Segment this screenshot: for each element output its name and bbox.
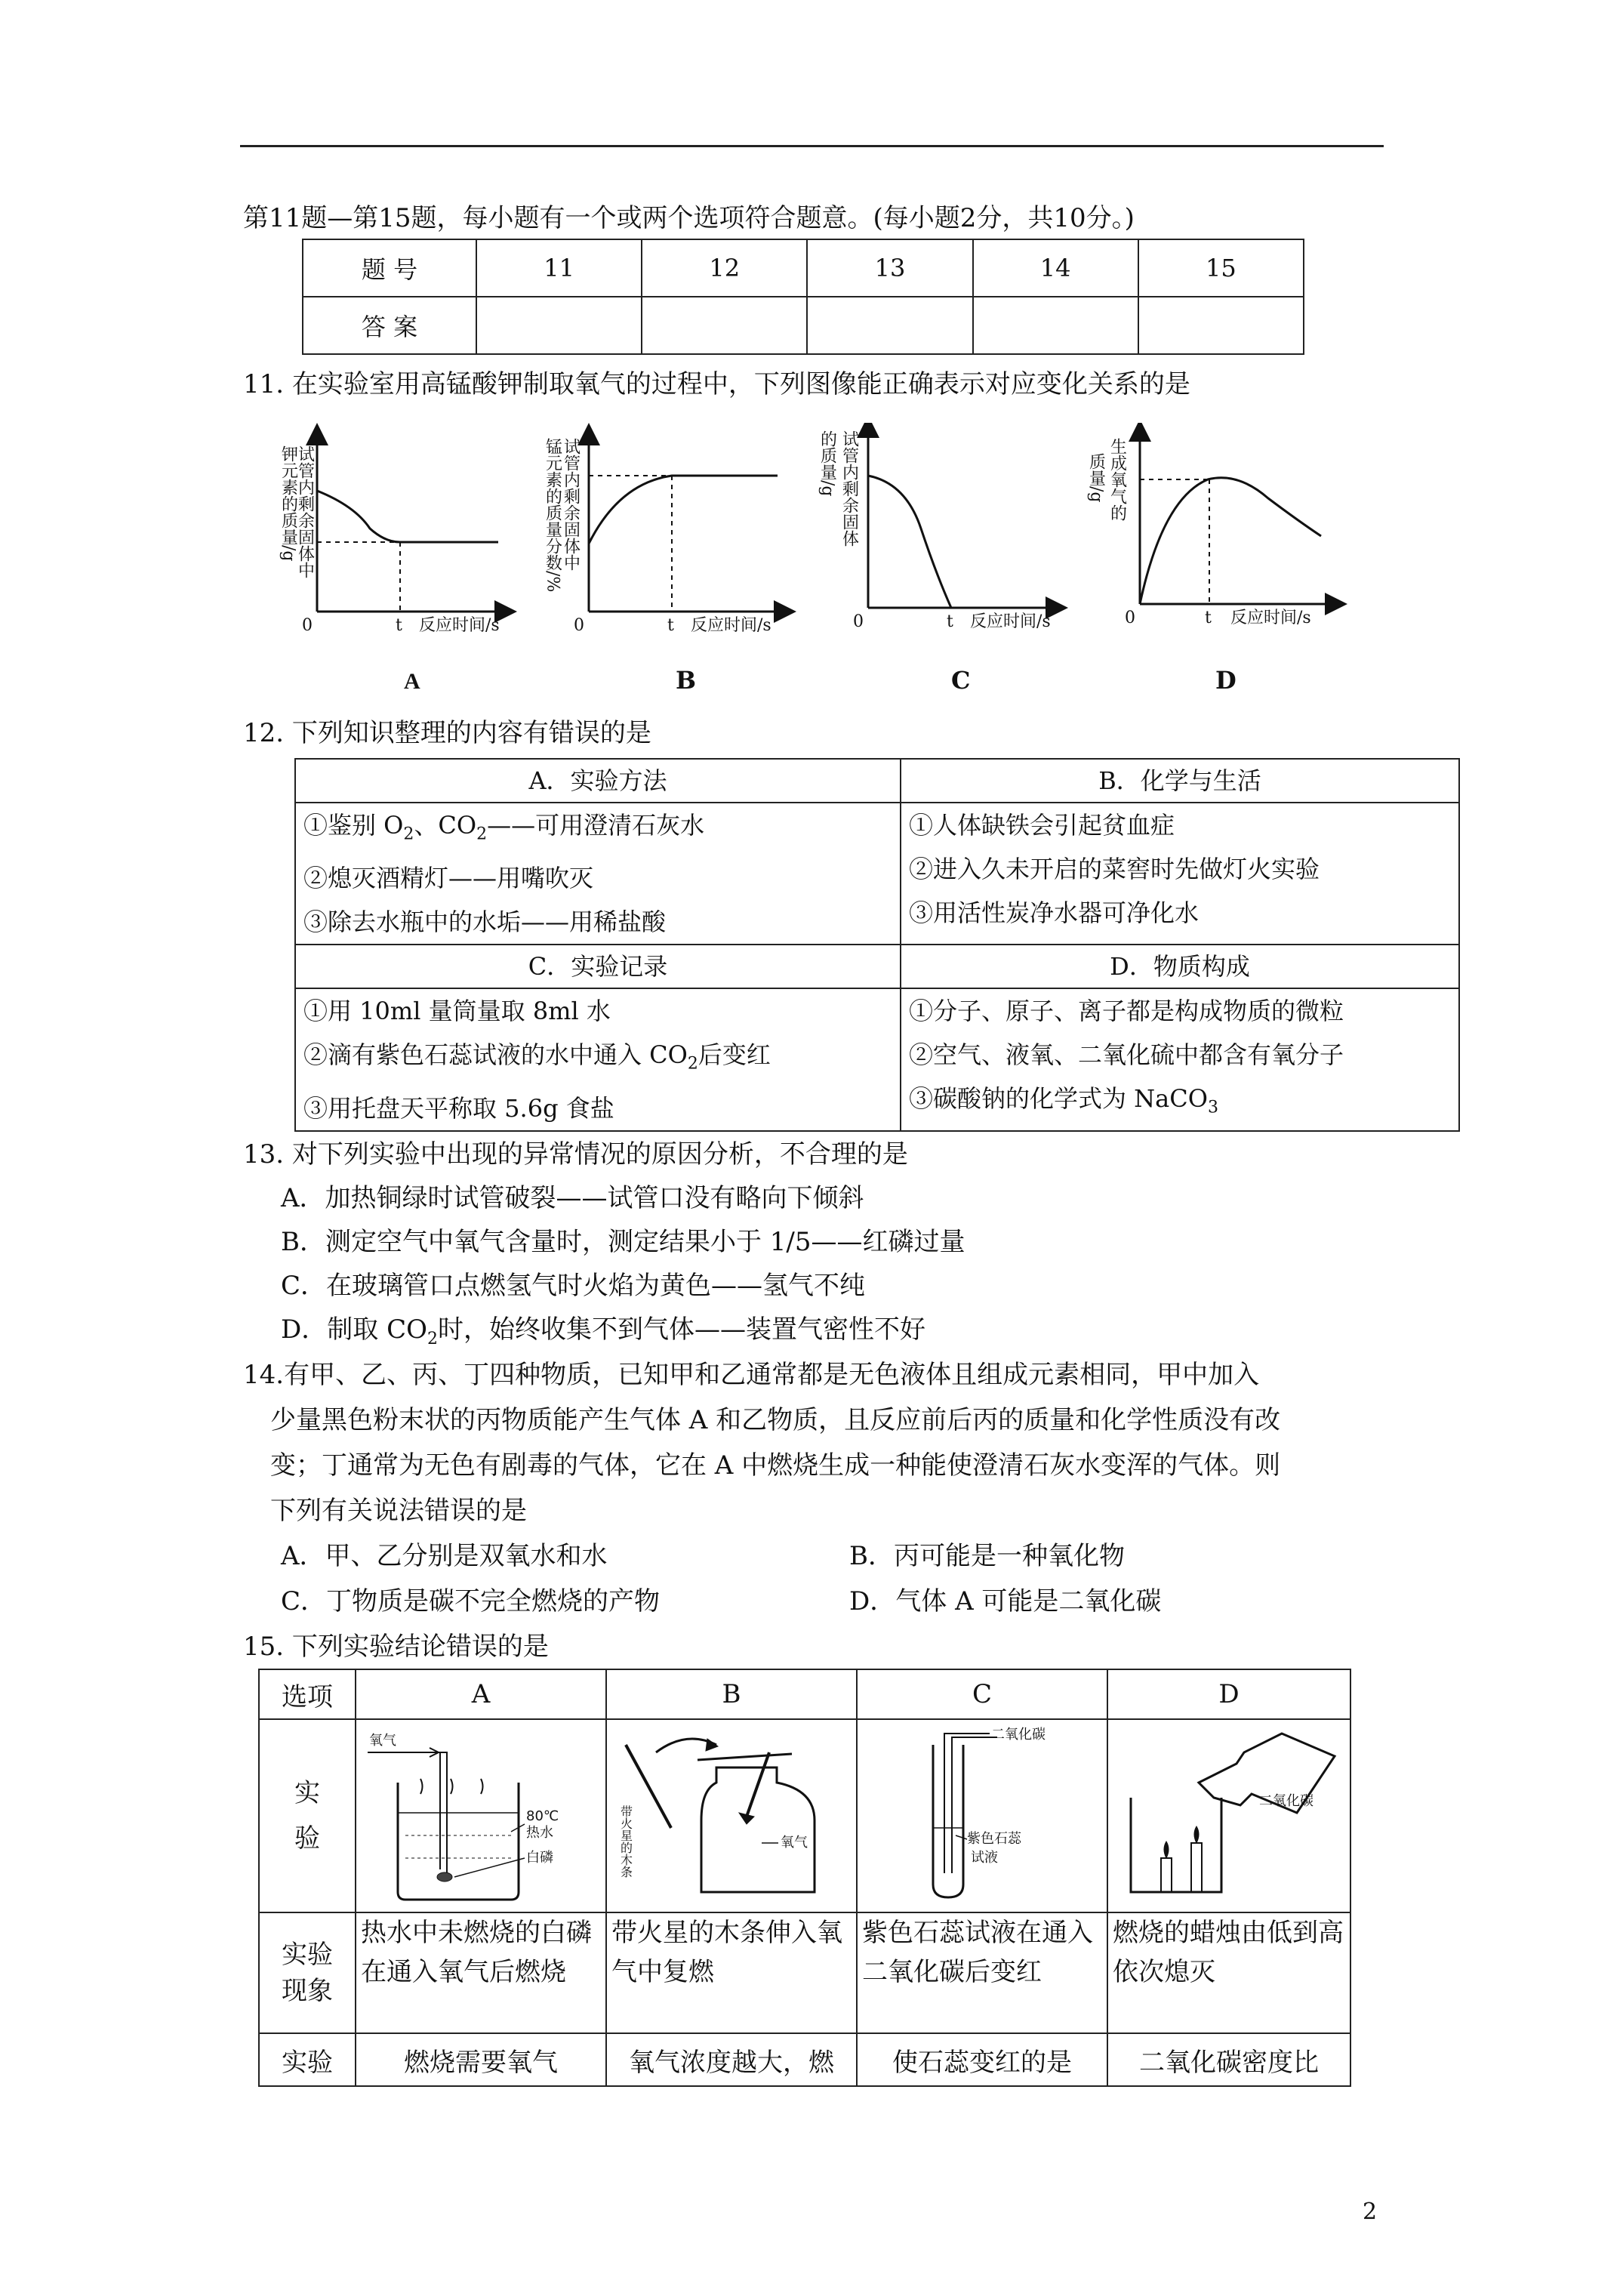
q15-phen-d: 燃烧的蜡烛由低到高依次熄灭 — [1107, 1912, 1350, 2033]
text: 验 — [294, 1823, 320, 1854]
q15-head-b: B — [606, 1669, 857, 1719]
graph-a-ylabel: 钾元素的质量/g — [279, 445, 298, 562]
fig-a-water: 热水 — [526, 1824, 553, 1841]
q15-head-option: 选项 — [259, 1669, 356, 1719]
q14-option-d: D．气体 A 可能是二氧化碳 — [849, 1586, 1162, 1616]
graph-d-ylabel2: 生成氧气的 — [1107, 438, 1127, 521]
q12-c-line2 — [296, 1033, 900, 1086]
q12-a-line1 — [296, 803, 900, 856]
q13-option-c: C．在玻璃管口点燃氢气时火焰为黄色——氢气不纯 — [281, 1271, 866, 1301]
q15-row-experiment-label — [259, 1719, 356, 1912]
q12-b-head: B．化学与生活 — [901, 759, 1459, 803]
graph-a-label: A — [404, 669, 420, 694]
subscript: 2 — [476, 824, 488, 844]
graph-a — [279, 434, 507, 694]
q15-phen-b: 带火星的木条伸入氧气中复燃 — [606, 1912, 857, 2033]
q15-head-a: A — [356, 1669, 606, 1719]
q12-table — [294, 758, 1460, 1132]
test-tube-figure — [861, 1722, 1103, 1903]
fig-c-liquid2: 试液 — [971, 1849, 998, 1866]
q12-c-line3: ③用托盘天平称取 5.6g 食盐 — [303, 1093, 614, 1123]
text: ①鉴别 O — [303, 811, 404, 840]
q12-a-cell — [295, 803, 901, 945]
graph-d-ylabel: 质量/g — [1086, 453, 1106, 503]
graph-c — [818, 427, 1058, 695]
text: ②滴有紫色石蕊试液的水中通入 CO — [303, 1040, 688, 1070]
graph-c-zero: 0 — [853, 612, 864, 631]
answer-table-answer-label: 答 案 — [303, 297, 476, 354]
q15-concl-b: 氧气浓度越大，燃 — [606, 2033, 857, 2086]
graph-b-label: B — [676, 666, 697, 695]
graph-d-t: t — [1205, 609, 1212, 627]
subscript: 3 — [1207, 1098, 1218, 1117]
answer-table-number: 13 — [807, 239, 972, 297]
subscript: 2 — [403, 824, 414, 844]
graph-d — [1087, 430, 1337, 695]
subscript: 2 — [427, 1329, 438, 1348]
q12-stem: 12. 下列知识整理的内容有错误的是 — [243, 718, 651, 748]
answer-table-number: 11 — [476, 239, 642, 297]
graph-b — [544, 434, 786, 695]
page-number: 2 — [1363, 2199, 1378, 2225]
q12-a-line3: ③除去水瓶中的水垢——用稀盐酸 — [303, 908, 667, 937]
q12-a-line2: ②熄灭酒精灯——用嘴吹灭 — [303, 864, 594, 893]
q12-c-head: C．实验记录 — [295, 945, 901, 988]
fig-c-gas: 二氧化碳 — [991, 1726, 1046, 1743]
q12-c-line1: ①用 10ml 量筒量取 8ml 水 — [303, 997, 611, 1026]
text: ——可用澄清石灰水 — [487, 811, 705, 840]
q15-phen-label — [259, 1912, 356, 2033]
fig-d-gas: 二氧化碳 — [1259, 1792, 1313, 1809]
q14-option-c: C．丁物质是碳不完全燃烧的产物 — [281, 1586, 661, 1616]
q12-d-line2: ②空气、液氧、二氧化硫中都含有氧分子 — [909, 1040, 1344, 1070]
q13-stem: 13. 对下列实验中出现的异常情况的原因分析，不合理的是 — [243, 1139, 908, 1170]
fig-a-temp: 80℃ — [526, 1808, 559, 1824]
q15-phen-c: 紫色石蕊试液在通入二氧化碳后变红 — [857, 1912, 1107, 2033]
top-rule — [240, 145, 1384, 147]
text: 、CO — [414, 811, 477, 840]
fig-a-p: 白磷 — [526, 1849, 553, 1866]
graph-c-t: t — [947, 612, 953, 631]
answer-cell[interactable] — [973, 297, 1138, 354]
graph-c-label: C — [951, 666, 971, 695]
jar-splint-figure — [611, 1722, 852, 1903]
q15-fig-d — [1107, 1719, 1350, 1912]
answer-table-number: 15 — [1138, 239, 1304, 297]
graph-d-zero: 0 — [1125, 609, 1135, 627]
answer-cell[interactable] — [1138, 297, 1304, 354]
text: ③碳酸钠的化学式为 NaCO — [909, 1084, 1208, 1114]
section-intro: 第11题—第15题，每小题有一个或两个选项符合题意。(每小题2分，共10分。) — [243, 203, 1135, 233]
q12-d-cell — [901, 988, 1459, 1130]
graph-b-zero: 0 — [574, 616, 584, 635]
fig-c-liquid: 紫色石蕊 — [967, 1830, 1021, 1847]
answer-cell[interactable] — [642, 297, 807, 354]
graph-a-xlabel: 反应时间/s — [419, 616, 500, 635]
graph-b-ylabel2: 试管内剩余固体中 — [561, 438, 581, 571]
fig-b-stick: 带火星的木条 — [618, 1804, 633, 1878]
q12-d-line3 — [901, 1077, 1458, 1130]
q15-concl-a: 燃烧需要氧气 — [356, 2033, 606, 2086]
q12-b-line1: ①人体缺铁会引起贫血症 — [909, 811, 1175, 840]
q12-d-line1: ①分子、原子、离子都是构成物质的微粒 — [909, 997, 1344, 1026]
answer-cell[interactable] — [807, 297, 972, 354]
q15-table — [258, 1669, 1351, 2087]
text: 时，始终收集不到气体——装置气密性不好 — [437, 1314, 925, 1345]
graph-a-t: t — [396, 616, 402, 635]
q12-b-line2: ②进入久未开启的菜窖时先做灯火实验 — [909, 855, 1320, 883]
answer-cell[interactable] — [476, 297, 642, 354]
q14-line2: 少量黑色粉末状的丙物质能产生气体 A 和乙物质，且反应前后丙的质量和化学性质没有改 — [270, 1405, 1281, 1435]
q14-line3: 变；丁通常为无色有剧毒的气体，它在 A 中燃烧生成一种能使澄清石灰水变浑的气体。则 — [270, 1450, 1281, 1481]
text: D．制取 CO — [281, 1314, 427, 1345]
q15-head-d: D — [1107, 1669, 1350, 1719]
q14-line1: 14.有甲、乙、丙、丁四种物质，已知甲和乙通常都是无色液体且组成元素相同，甲中加入 — [243, 1360, 1260, 1390]
graph-c-ylabel: 的质量/g — [818, 430, 837, 497]
q15-fig-c — [857, 1719, 1107, 1912]
graph-d-label: D — [1215, 666, 1236, 695]
q13-option-d — [281, 1314, 925, 1355]
answer-table-number: 14 — [973, 239, 1138, 297]
graph-b-t: t — [667, 616, 674, 635]
graph-b-ylabel: 锰元素的质量分数/% — [543, 438, 562, 593]
answer-table-header-label: 题 号 — [303, 239, 476, 297]
q15-fig-a — [356, 1719, 606, 1912]
fig-a-gas: 氧气 — [369, 1732, 396, 1749]
q12-b-cell — [901, 803, 1459, 945]
graph-a-zero: 0 — [302, 616, 313, 635]
text: 实 — [294, 1778, 320, 1808]
q15-concl-label: 实验 — [259, 2033, 356, 2086]
q11-stem: 11. 在实验室用高锰酸钾制取氧气的过程中，下列图像能正确表示对应变化关系的是 — [243, 369, 1190, 399]
text: 实验 — [282, 1940, 333, 1970]
graph-c-xlabel: 反应时间/s — [970, 612, 1051, 631]
q15-head-c: C — [857, 1669, 1107, 1719]
q14-option-a: A．甲、乙分别是双氧水和水 — [281, 1541, 608, 1571]
q15-phen-a: 热水中未燃烧的白磷在通入氧气后燃烧 — [356, 1912, 606, 2033]
answer-table — [302, 239, 1304, 355]
q13-option-a: A．加热铜绿时试管破裂——试管口没有略向下倾斜 — [281, 1183, 864, 1213]
answer-table-number: 12 — [642, 239, 807, 297]
q15-concl-c: 使石蕊变红的是 — [857, 2033, 1107, 2086]
q14-option-b: B．丙可能是一种氧化物 — [849, 1541, 1125, 1571]
q14-line4: 下列有关说法错误的是 — [270, 1496, 527, 1526]
q11-graphs — [257, 423, 1374, 710]
text: 现象 — [282, 1976, 333, 2006]
graph-b-xlabel: 反应时间/s — [691, 616, 771, 635]
q12-d-head: D．物质构成 — [901, 945, 1459, 988]
text: 后变红 — [698, 1040, 771, 1070]
graph-d-xlabel: 反应时间/s — [1230, 609, 1311, 627]
subscript: 2 — [687, 1054, 698, 1074]
q12-a-head: A．实验方法 — [295, 759, 901, 803]
graph-c-ylabel2: 试管内剩余固体 — [839, 430, 859, 547]
q15-fig-b — [606, 1719, 857, 1912]
beaker-oxygen-figure — [360, 1722, 602, 1903]
q15-concl-d: 二氧化碳密度比 — [1107, 2033, 1350, 2086]
q12-c-cell — [295, 988, 901, 1130]
fig-b-gas: 氧气 — [781, 1834, 808, 1851]
q12-b-line3: ③用活性炭净水器可净化水 — [909, 898, 1200, 927]
graph-a-ylabel2: 试管内剩余固体中 — [295, 445, 315, 578]
q13-option-b: B．测定空气中氧气含量时，测定结果小于 1/5——红磷过量 — [281, 1227, 965, 1257]
q15-stem: 15. 下列实验结论错误的是 — [243, 1632, 549, 1662]
candle-beaker-figure — [1108, 1722, 1350, 1903]
